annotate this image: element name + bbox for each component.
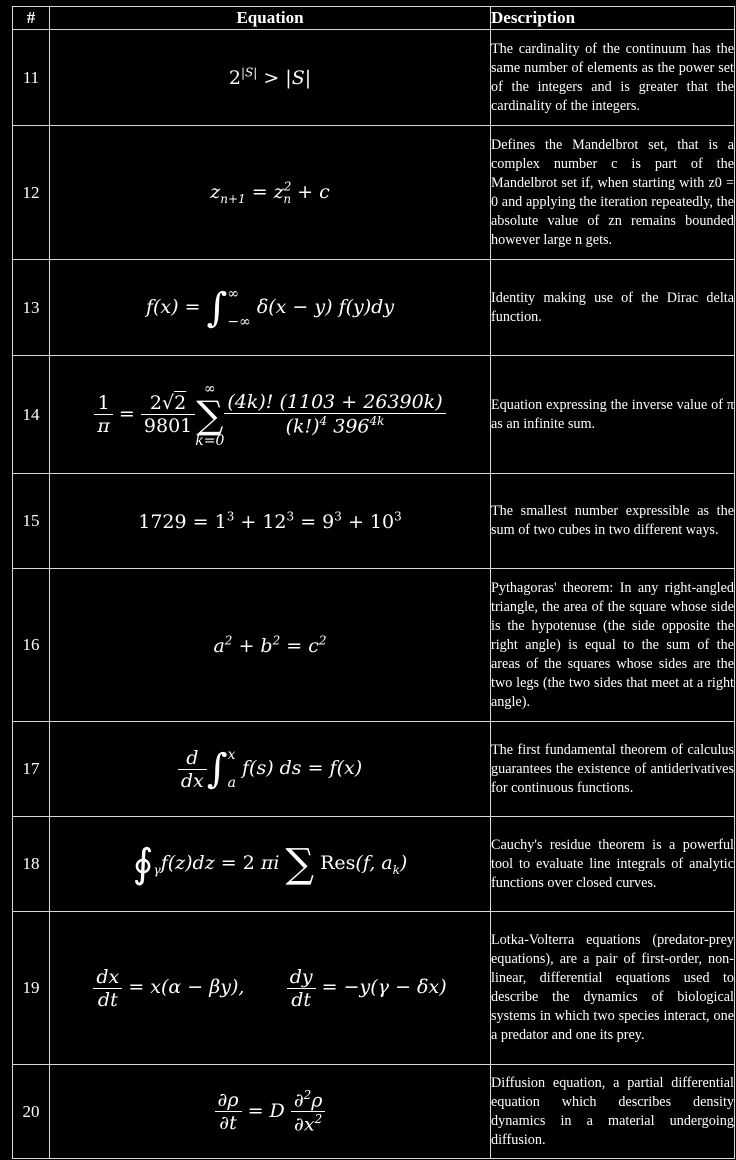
equation: $\frac{1}{\pi}$ = $\frac{2√2}{9801}$ ∞ ∑ k=0 $\frac{(4k)! (1103 + 26390k)}{(k!)^4 396^{4k}}$: [94, 403, 445, 425]
equation: $2^{|S|} > |S|$: [228, 65, 312, 90]
equation: $\frac{d}{dx}$ ∫ x a f(s) ds = f(x): [178, 757, 362, 779]
description-cell: The first fundamental theorem of calculus guarantees the existence of antiderivatives for continuous functions.: [491, 722, 735, 817]
description-cell: Pythagoras' theorem: In any right-angled triangle, the area of the square whose side is the hypotenuse (the side opposite the right angle) is equal to the sum of the areas of the squares whose sides are the two legs (the two sides that meet at a right angle).: [491, 569, 735, 722]
table-row: [13, 260, 735, 356]
equation-cell: [50, 474, 491, 569]
equation-cell: [50, 817, 491, 912]
description-cell: The smallest number expressible as the sum of two cubes in two different ways.: [491, 474, 735, 569]
equation: $z_{n+1} = z^2_n + c$: [210, 179, 330, 206]
equation: f(x) = ∫ ∞ −∞ δ(x − y) f(y)dy: [145, 284, 395, 331]
row-number: 20: [13, 1065, 50, 1159]
description-cell: Defines the Mandelbrot set, that is a complex number c is part of the Mandelbrot set if, when starting with z0 = 0 and applying the iteration repeatedly, the absolute value of zn remains bounded however large n gets.: [491, 126, 735, 260]
table-row: [13, 356, 735, 474]
equations-table: [12, 6, 735, 1159]
table-row: [13, 30, 735, 126]
description-cell: Cauchy's residue theorem is a powerful tool to evaluate line integrals of analytic functions over closed curves.: [491, 817, 735, 912]
table-row: [13, 1065, 735, 1159]
row-number: 16: [13, 569, 50, 722]
header-row: [13, 7, 735, 30]
equation-cell: [50, 1065, 491, 1159]
table-row: [13, 569, 735, 722]
row-number: 11: [13, 30, 50, 126]
equation: $\frac{\partial\rho}{\partial t}$ = D $\frac{\partial^2\rho}{\partial x^2}$: [215, 1100, 326, 1122]
description-cell: Equation expressing the inverse value of π as an infinite sum.: [491, 356, 735, 474]
equation-cell: [50, 356, 491, 474]
equation: $a^2 + b^2 = c^2$: [213, 633, 327, 657]
row-number: 13: [13, 260, 50, 356]
row-number: 18: [13, 817, 50, 912]
table-row: [13, 722, 735, 817]
equation-cell: [50, 569, 491, 722]
header-num: #: [13, 7, 50, 30]
table-row: [13, 817, 735, 912]
description-cell: Lotka-Volterra equations (predator-prey equations), are a pair of first-order, non-linear, differential equations used to describe the dynamics of biological systems in which two species interact, one a predator and one its prey.: [491, 912, 735, 1065]
description-cell: Identity making use of the Dirac delta function.: [491, 260, 735, 356]
row-number: 19: [13, 912, 50, 1065]
equation-cell: [50, 126, 491, 260]
row-number: 15: [13, 474, 50, 569]
header-description: Description: [491, 7, 735, 30]
equation-cell: [50, 912, 491, 1065]
equation: $∮_\gamma f(z)dz = 2$ πi ∑ Res(f, $a_k$): [132, 841, 408, 887]
table-row: [13, 912, 735, 1065]
equation: $1729 = 1^3 + 12^3 = 9^3 + 10^3$: [138, 509, 402, 533]
equation-cell: [50, 722, 491, 817]
row-number: 17: [13, 722, 50, 817]
table-row: [13, 126, 735, 260]
description-cell: The cardinality of the continuum has the same number of elements as the power set of the integers and is greater that the cardinality of the integers.: [491, 30, 735, 126]
row-number: 14: [13, 356, 50, 474]
header-equation: Equation: [50, 7, 491, 30]
row-number: 12: [13, 126, 50, 260]
equation-cell: [50, 260, 491, 356]
description-cell: Diffusion equation, a partial differential equation which describes density dynamics in a material undergoing diffusion.: [491, 1065, 735, 1159]
equation-cell: [50, 30, 491, 126]
equation: $\frac{dx}{dt}$ = x(α − βy), $\frac{dy}{dt}$ = −y(γ − δx): [93, 976, 446, 998]
table-row: [13, 474, 735, 569]
